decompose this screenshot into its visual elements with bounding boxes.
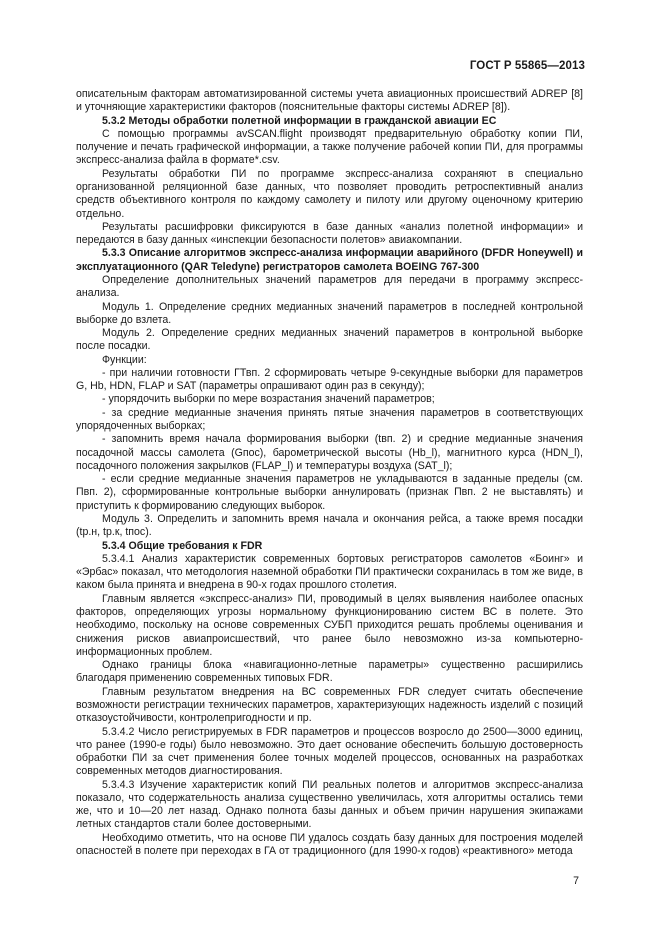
paragraph: 5.3.4.1 Анализ характеристик современных бортовых регистраторов самолетов «Боинг» и «Эрбас» показал, что методология наземной обработки ПИ практически сохранилась в том же виде, в каком была принята и внедрена в 90-х годах прошлого столетия. <box>76 552 583 592</box>
paragraph: 5.3.4.2 Число регистрируемых в FDR параметров и процессов возросло до 2500—3000 единиц, что ранее (1990-е годы) было невозможно. Это дает основание обеспечить большую достоверность обработки ПИ за счет применения более точных моделей процессов, основанных на разработках современных методов диагностирования. <box>76 725 583 778</box>
standard-number: ГОСТ Р 55865—2013 <box>469 60 585 72</box>
paragraph: 5.3.4.3 Изучение характеристик копий ПИ реальных полетов и алгоритмов экспресс-анализа показало, что содержательность анализа существенно увеличилась, хотя алгоритмы остались теми же, что и 10—20 лет назад. Однако полнота базы данных и объем причин нарушения экипажами летных стандартов стали более достоверными. <box>76 778 583 831</box>
paragraph: Главным является «экспресс-анализ» ПИ, проводимый в целях выявления наиболее опасных факторов, определяющих угрозы нормальному функционированию систем ВС в полете. Это необходимо, поскольку на основе современных СУБП приходится решать проблемы оценивания и снижения рисков авиапроисшествий, что ранее было невозможно из-за компьютерно-информационных проблем. <box>76 592 583 658</box>
paragraph: Главным результатом внедрения на ВС современных FDR следует считать обеспечение возможности регистрации технических параметров, характеризующих надежность изделий с позиций отказоустойчивости, контролепригодности и пр. <box>76 685 583 725</box>
paragraph: - запомнить время начала формирования выборки (tвп. 2) и средние медианные значения посадочной массы самолета (Gпос), барометрической высоты (Hb_l), магнитного курса (HDN_l), посадочного положения закрылков (FLAP_l) и температуры воздуха (SAT_l); <box>76 433 583 472</box>
paragraph: С помощью программы avSCAN.flight производят предварительную обработку копии ПИ, получение и печать графической информации, а также получение рабочей копии ПИ, для программы экспресс-анализа файла в формате*.csv. <box>76 127 583 167</box>
paragraph: - при наличии готовности ГТвп. 2 сформировать четыре 9-секундные выборки для параметров G, Hb, HDN, FLAP и SAT (параметры опрашивают один раз в секунду); <box>76 366 583 393</box>
section-heading: 5.3.2 Методы обработки полетной информации в гражданской авиации ЕС <box>102 114 497 127</box>
paragraph: Однако границы блока «навигационно-летные параметры» существенно расширились благодаря применению современных типовых FDR. <box>76 659 583 685</box>
paragraph: Результаты расшифровки фиксируются в базе данных «анализ полетной информации» и передаются в базу данных «инспекции безопасности полетов» авиакомпании. <box>76 220 583 247</box>
page-number: 7 <box>573 875 579 887</box>
paragraph: Модуль 3. Определить и запомнить время начала и окончания рейса, а также время посадки (tp.н, tp.к, tпос). <box>76 513 583 539</box>
paragraph: - за средние медианные значения принять пятые значения параметров в соответствующих упорядоченных выборках; <box>76 406 583 433</box>
paragraph: Результаты обработки ПИ по программе экспресс-анализа сохраняют в специально организованной реляционной базе данных, что позволяет проводить ретроспективный анализ средств объективного контроля по каждому самолету и пилоту или другому оценочному критерию отдельно. <box>76 167 583 220</box>
paragraph: описательным факторам автоматизированной системы учета авиационных происшествий ADREP [8] и уточняющие характеристики факторов (пояснительные факторы системы ADREP [8]). <box>76 88 583 114</box>
paragraph: - если средние медианные значения параметров не укладываются в заданные пределы (см. Пвп. 2), сформированные контрольные выборки аннулировать (признак Пвп. 2 не выставлять) и приступить к формированию следующих выборок. <box>76 473 583 512</box>
paragraph: Модуль 2. Определение средних медианных значений параметров в контрольной выборке после посадки. <box>76 327 583 353</box>
paragraph: Необходимо отметить, что на основе ПИ удалось создать базу данных для построения моделей опасностей в полете при переходах в ГА от традиционного (для 1990-х годов) «реактивного» метода <box>76 831 583 858</box>
paragraph: Модуль 1. Определение средних медианных значений параметров в последней контрольной выборке до взлета. <box>76 300 583 326</box>
section-heading: 5.3.4 Общие требования к FDR <box>102 539 263 552</box>
document-body <box>76 88 583 858</box>
section-heading: 5.3.3 Описание алгоритмов экспресс-анализа информации аварийного (DFDR Honeywell) и эксплуатационного (QAR Teledyne) регистраторов самолета BOEING 767-300 <box>76 247 583 273</box>
paragraph: - упорядочить выборки по мере возрастания значений параметров; <box>102 393 435 406</box>
paragraph: Определение дополнительных значений параметров для передачи в программу экспресс-анализа. <box>76 273 583 300</box>
paragraph: Функции: <box>102 353 147 366</box>
